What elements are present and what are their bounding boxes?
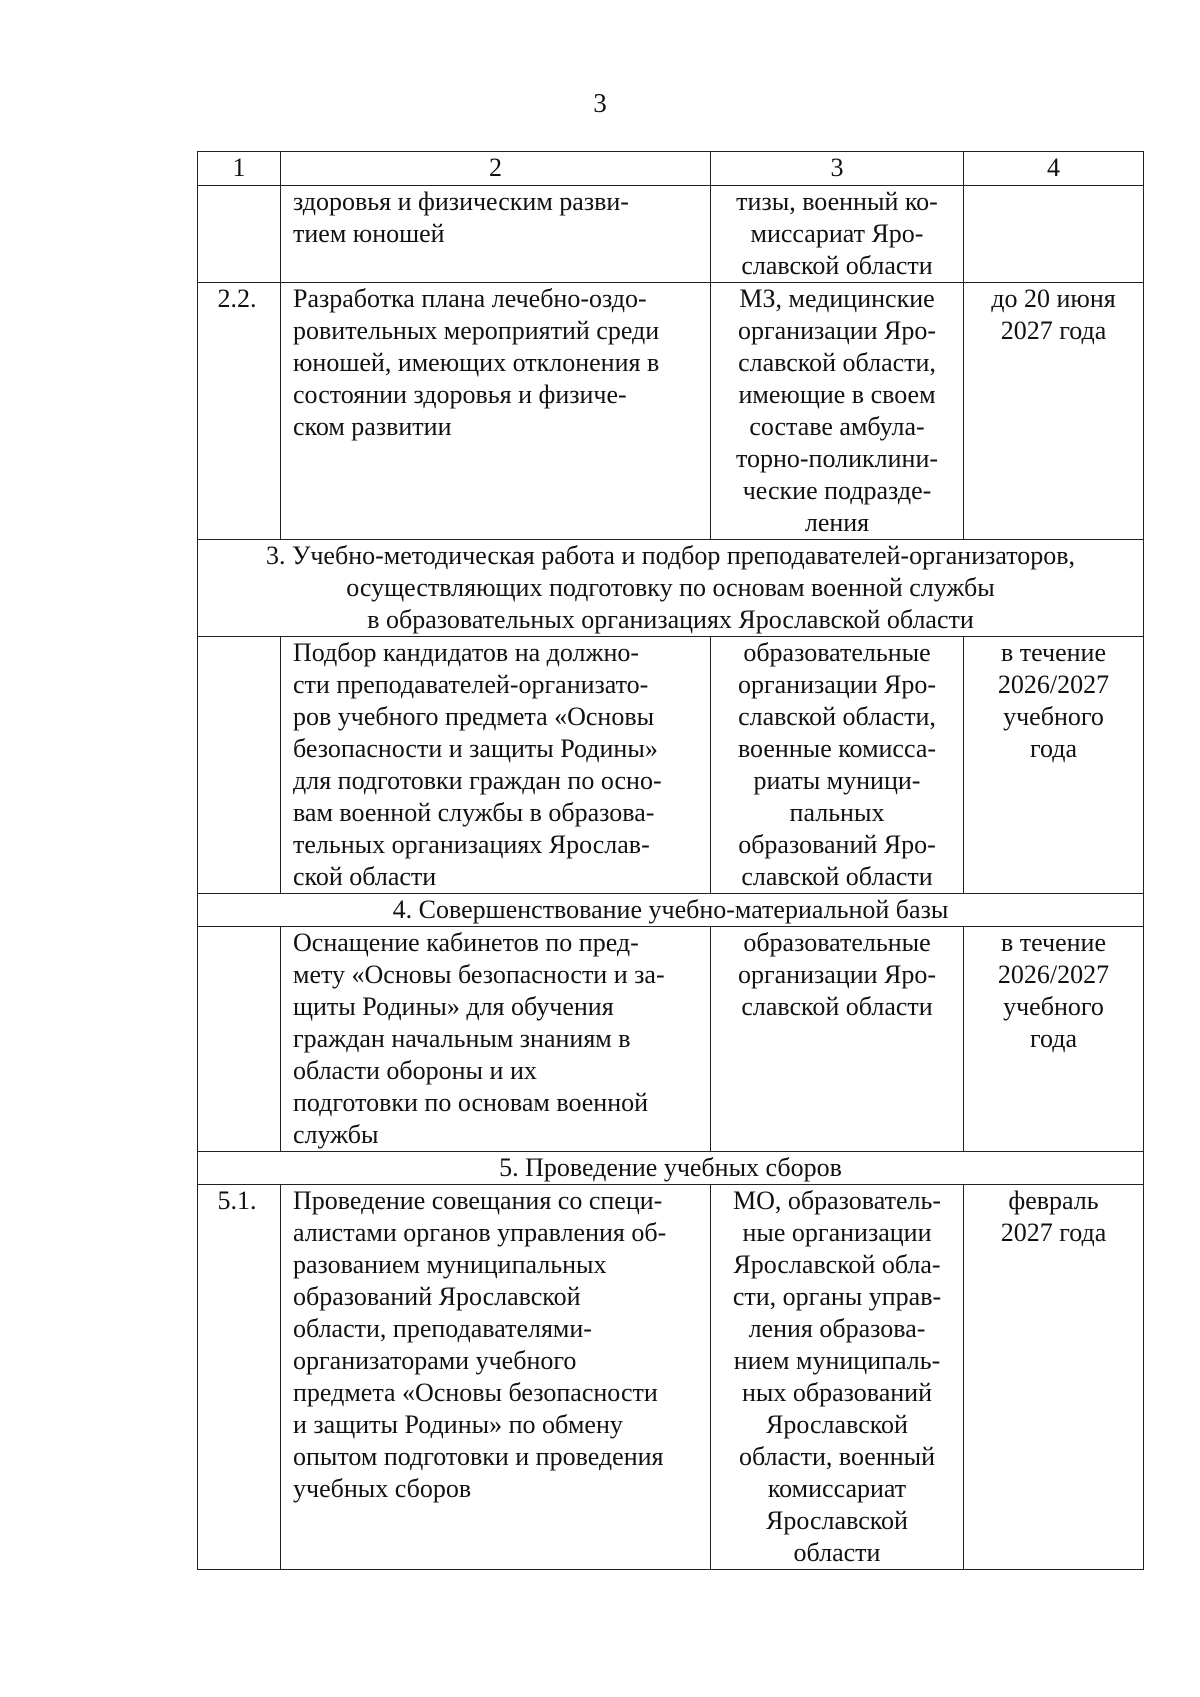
table-row (198, 1185, 1144, 1570)
table-row (198, 283, 1144, 540)
header-cell: 1 (198, 152, 281, 186)
deadline-cell-line: февраль (1008, 1186, 1099, 1215)
deadline-cell-line: 2027 года (1000, 1218, 1107, 1247)
responsible-cell (711, 637, 964, 894)
deadline-cell (964, 283, 1144, 540)
section-row (198, 894, 1144, 927)
responsible-cell-line: ных образований (742, 1378, 932, 1407)
activity-cell-line: состоянии здоровья и физиче- (293, 380, 627, 409)
table-row (198, 637, 1144, 894)
responsible-cell-line: организации Яро- (737, 670, 937, 699)
deadline-cell-line: учебного (1003, 702, 1104, 731)
responsible-cell-line: организации Яро- (737, 316, 937, 345)
activity-cell-line: мету «Основы безопасности и за- (293, 960, 665, 989)
section-row (198, 1152, 1144, 1185)
deadline-cell-line: года (1029, 1024, 1078, 1053)
responsible-cell-line: организации Яро- (737, 960, 937, 989)
table-body (198, 152, 1144, 1570)
page-number: 3 (593, 88, 607, 118)
activity-cell-line: разованием муниципальных (293, 1250, 607, 1279)
responsible-cell-line: образований Яро- (738, 830, 936, 859)
responsible-cell (711, 1185, 964, 1570)
activity-cell-line: ров учебного предмета «Основы (293, 702, 655, 731)
activity-cell-line: подготовки по основам военной (293, 1088, 649, 1117)
deadline-cell (964, 637, 1144, 894)
responsible-cell-line: миссариат Яро- (750, 219, 924, 248)
responsible-cell-line: ческие подразде- (742, 476, 932, 505)
activity-cell-line: образований Ярославской (293, 1282, 581, 1311)
responsible-cell-line: МО, образователь- (733, 1186, 941, 1215)
deadline-cell-line: в течение (1000, 928, 1106, 957)
deadline-cell-line: до 20 июня (991, 284, 1116, 313)
responsible-cell-line: комиссариат (767, 1474, 907, 1503)
activity-cell-line: сти преподавателей-организато- (293, 670, 649, 699)
responsible-cell-line: ления образова- (748, 1314, 926, 1343)
activity-cell (281, 637, 711, 894)
activity-cell-line: области, преподавателями- (293, 1314, 592, 1343)
activity-cell-line: опытом подготовки и проведения (293, 1442, 664, 1471)
activity-cell-line: ровительных мероприятий среди (293, 316, 660, 345)
responsible-cell-line: тизы, военный ко- (736, 187, 938, 216)
section-title (198, 540, 1144, 637)
activity-cell-line: безопасности и защиты Родины» (293, 734, 658, 763)
responsible-cell-line: области, военный (738, 1442, 936, 1471)
activity-cell-line: граждан начальным знаниям в (293, 1024, 631, 1053)
activity-cell-line: ской области (293, 862, 437, 891)
activity-cell-line: тием юношей (293, 219, 445, 248)
responsible-cell-line: славской области, (738, 348, 936, 377)
deadline-cell (964, 927, 1144, 1152)
item-number (198, 637, 281, 894)
activity-cell-line: службы (293, 1120, 379, 1149)
header-cell: 4 (964, 152, 1144, 186)
activity-cell-line: для подготовки граждан по осно- (293, 766, 662, 795)
responsible-cell-line: славской области (741, 992, 933, 1021)
deadline-cell-line: года (1029, 734, 1078, 763)
activity-cell-line: и защиты Родины» по обмену (293, 1410, 623, 1439)
section-row (198, 540, 1144, 637)
activity-cell-line: Оснащение кабинетов по пред- (293, 928, 639, 957)
section-title-line: 3. Учебно-методическая работа и подбор преподавателей-организаторов, (265, 541, 1076, 570)
responsible-cell-line: славской области (741, 862, 933, 891)
activity-cell-line: Подбор кандидатов на должно- (293, 638, 640, 667)
responsible-cell-line: военные комисса- (737, 734, 937, 763)
section-title (198, 1152, 1144, 1185)
section-title-line: осуществляющих подготовку по основам военной службы (346, 573, 995, 602)
activity-cell-line: тельных организациях Ярослав- (293, 830, 650, 859)
activity-cell-line: Проведение совещания со специ- (293, 1186, 663, 1215)
deadline-cell (964, 1185, 1144, 1570)
responsible-cell-line: Ярославской обла- (733, 1250, 941, 1279)
activity-cell (281, 186, 711, 283)
header-cell: 2 (281, 152, 711, 186)
responsible-cell (711, 186, 964, 283)
activity-cell-line: ском развитии (293, 412, 452, 441)
item-number (198, 927, 281, 1152)
responsible-cell-line: славской области (741, 251, 933, 280)
responsible-cell (711, 283, 964, 540)
item-number (198, 186, 281, 283)
activity-cell-line: области обороны и их (293, 1056, 537, 1085)
deadline-cell (964, 186, 1144, 283)
header-row (198, 152, 1144, 186)
responsible-cell-line: составе амбула- (749, 412, 925, 441)
responsible-cell-line: пальных (789, 798, 885, 827)
activity-cell (281, 283, 711, 540)
activity-cell-line: Разработка плана лечебно-оздо- (293, 284, 647, 313)
responsible-cell-line: ные организации (742, 1218, 932, 1247)
section-title-line: в образовательных организациях Ярославской области (367, 605, 974, 634)
responsible-cell-line: Ярославской (766, 1410, 908, 1439)
deadline-cell-line: 2026/2027 (997, 960, 1110, 989)
responsible-cell-line: имеющие в своем (738, 380, 936, 409)
deadline-cell-line: 2027 года (1000, 316, 1107, 345)
item-number: 5.1. (198, 1185, 281, 1570)
activity-cell-line: предмета «Основы безопасности (293, 1378, 658, 1407)
activity-cell (281, 1185, 711, 1570)
activity-cell-line: алистами органов управления об- (293, 1218, 667, 1247)
section-title-line: 4. Совершенствование учебно-материальной базы (392, 895, 949, 924)
activity-cell-line: учебных сборов (293, 1474, 472, 1503)
deadline-cell-line: 2026/2027 (997, 670, 1110, 699)
section-title (198, 894, 1144, 927)
responsible-cell-line: МЗ, медицинские (739, 284, 935, 313)
activity-cell-line: юношей, имеющих отклонения в (293, 348, 660, 377)
responsible-cell-line: сти, органы управ- (732, 1282, 942, 1311)
deadline-cell-line: в течение (1000, 638, 1106, 667)
responsible-cell-line: Ярославской (766, 1506, 908, 1535)
responsible-cell-line: образовательные (743, 638, 931, 667)
section-title-line: 5. Проведение учебных сборов (499, 1153, 842, 1182)
responsible-cell-line: славской области, (738, 702, 936, 731)
responsible-cell-line: ления (804, 508, 870, 537)
responsible-cell-line: области (793, 1538, 881, 1567)
responsible-cell-line: риаты муници- (753, 766, 921, 795)
activity-cell-line: щиты Родины» для обучения (293, 992, 614, 1021)
responsible-cell-line: торно-поликлини- (735, 444, 939, 473)
activity-cell-line: здоровья и физическим разви- (293, 187, 629, 216)
activity-cell-line: вам военной службы в образова- (293, 798, 655, 827)
table-row (198, 927, 1144, 1152)
item-number: 2.2. (198, 283, 281, 540)
plan-table (197, 151, 1144, 1570)
activity-cell (281, 927, 711, 1152)
responsible-cell (711, 927, 964, 1152)
deadline-cell-line: учебного (1003, 992, 1104, 1021)
table-row (198, 186, 1144, 283)
responsible-cell-line: нием муниципаль- (733, 1346, 941, 1375)
responsible-cell-line: образовательные (743, 928, 931, 957)
activity-cell-line: организаторами учебного (293, 1346, 577, 1375)
header-cell: 3 (711, 152, 964, 186)
